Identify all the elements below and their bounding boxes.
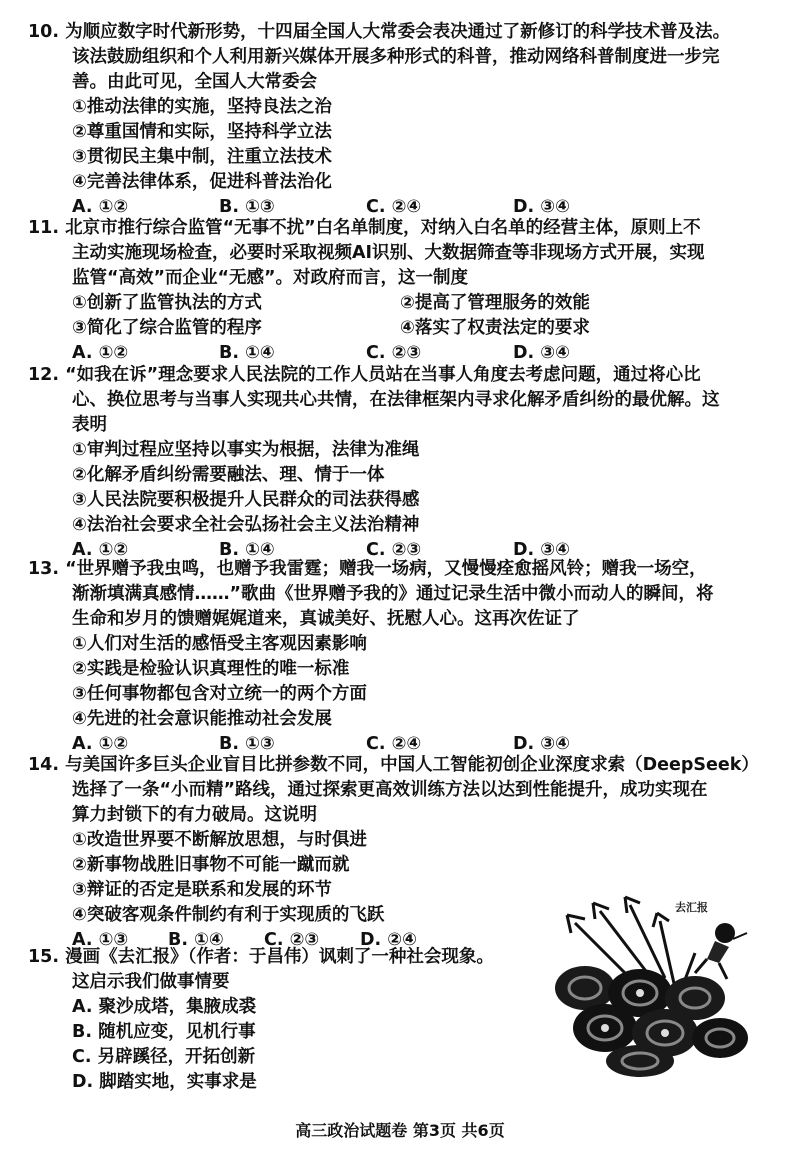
choice-c: C. ②④ [366, 734, 422, 754]
choice-c: C. ②③ [366, 540, 422, 560]
cartoon-caption: 去汇报 [675, 901, 708, 914]
choice-b: B. ①④ [219, 540, 275, 560]
statement: ③简化了综合监管的程序 [72, 318, 262, 338]
statement: ①人们对生活的感悟受主客观因素影响 [72, 634, 367, 654]
stem-line: 心、换位思考与当事人实现共心共情，在法律框架内寻求化解矛盾纠纷的最优解。这 [72, 390, 720, 410]
stem-line: 渐渐填满真感情……”歌曲《世界赠予我的》通过记录生活中微小而动人的瞬间，将 [72, 584, 714, 604]
choice-d: D. ③④ [513, 343, 570, 363]
choice-b: B. ①④ [219, 343, 275, 363]
question-13 [28, 557, 768, 757]
target-pile [555, 966, 748, 1077]
choice-d: D. 脚踏实地，实事求是 [72, 1072, 257, 1092]
question-12 [28, 363, 768, 563]
question-stem [28, 20, 768, 45]
question-stem [28, 216, 768, 241]
statement: ①审判过程应坚持以事实为根据，法律为准绳 [72, 440, 420, 460]
choice-a: A. ①② [72, 540, 129, 560]
stem-line: “如我在诉”理念要求人民法院的工作人员站在当事人角度去考虑问题，通过将心比 [65, 365, 701, 385]
statement: ①推动法律的实施，坚持良法之治 [72, 97, 332, 117]
question-10 [28, 20, 768, 220]
statement: ②新事物战胜旧事物不可能一蹴而就 [72, 855, 350, 875]
question-number: 13. [28, 559, 60, 579]
statement: ④突破客观条件制约有利于实现质的飞跃 [72, 905, 385, 925]
stem-line: 这启示我们做事情要 [72, 972, 230, 992]
statement: ①创新了监管执法的方式 [72, 293, 262, 313]
stem-line: 表明 [72, 415, 107, 435]
question-stem [28, 363, 768, 388]
question-stem [28, 945, 538, 970]
stem-line: 漫画《去汇报》（作者：于昌伟）讽刺了一种社会现象。 [65, 947, 494, 967]
statement: ④完善法律体系，促进科普法治化 [72, 172, 332, 192]
statement: ②尊重国情和实际，坚持科学立法 [72, 122, 332, 142]
statement: ③任何事物都包含对立统一的两个方面 [72, 684, 367, 704]
choice-c: C. ②③ [366, 343, 422, 363]
running-figure [695, 923, 747, 979]
choice-a: A. ①③ [72, 930, 129, 950]
choice-a: A. ①② [72, 343, 129, 363]
statement: ①改造世界要不断解放思想，与时俱进 [72, 830, 367, 850]
question-number: 11. [28, 218, 60, 238]
stem-line: 与美国许多巨头企业盲目比拼参数不同，中国人工智能初创企业深度求索（DeepSeek） [65, 755, 759, 775]
statement: ④法治社会要求全社会弘扬社会主义法治精神 [72, 515, 420, 535]
stem-line: “世界赠予我虫鸣，也赠予我雷霆；赠我一场病，又慢慢痊愈摇风铃；赠我一场空， [65, 559, 707, 579]
stem-line: 选择了一条“小而精”路线，通过探索更高效训练方法以达到性能提升，成功实现在 [72, 780, 708, 800]
question-stem [28, 557, 768, 582]
choice-d: D. ③④ [513, 197, 570, 217]
stem-line: 监管“高效”而企业“无感”。对政府而言，这一制度 [72, 268, 469, 288]
choice-d: D. ③④ [513, 734, 570, 754]
question-15 [28, 945, 538, 1095]
stem-line: 为顺应数字时代新形势，十四届全国人大常委会表决通过了新修订的科学技术普及法。 [65, 22, 731, 42]
question-11 [28, 216, 768, 366]
choice-a: A. ①② [72, 734, 129, 754]
choice-d: D. ②④ [360, 930, 417, 950]
page-footer: 高三政治试题卷 第3页 共6页 [295, 1121, 505, 1140]
stem-line: 算力封锁下的有力破局。这说明 [72, 805, 317, 825]
choice-b: B. ①④ [168, 930, 224, 950]
statement-row [28, 291, 768, 316]
statement: ②实践是检验认识真理性的唯一标准 [72, 659, 350, 679]
choice-c: C. ②④ [366, 197, 422, 217]
stem-line: 北京市推行综合监管“无事不扰”白名单制度，对纳入白名单的经营主体，原则上不 [65, 218, 701, 238]
choice-b: B. ①③ [219, 197, 275, 217]
choice-a: A. ①② [72, 197, 129, 217]
statement: ③贯彻民主集中制，注重立法技术 [72, 147, 332, 167]
statement: ③辩证的否定是联系和发展的环节 [72, 880, 332, 900]
stem-line: 主动实施现场检查，必要时采取视频AI识别、大数据筛查等非现场方式开展，实现 [72, 243, 705, 263]
statement: ④先进的社会意识能推动社会发展 [72, 709, 332, 729]
statement: ④落实了权责法定的要求 [400, 318, 590, 338]
cartoon-drawing [545, 893, 770, 1078]
question-number: 14. [28, 755, 60, 775]
stem-line: 生命和岁月的馈赠娓娓道来，真诚美好、抚慰人心。这再次佐证了 [72, 609, 580, 629]
question-stem [28, 753, 768, 778]
statement: ②化解矛盾纠纷需要融法、理、情于一体 [72, 465, 385, 485]
cartoon-illustration [545, 893, 770, 1078]
choice-b: B. ①③ [219, 734, 275, 754]
question-number: 15. [28, 947, 60, 967]
choice-d: D. ③④ [513, 540, 570, 560]
choice-c: C. 另辟蹊径，开拓创新 [72, 1047, 256, 1067]
statement: ②提高了管理服务的效能 [400, 293, 590, 313]
choice-c: C. ②③ [264, 930, 320, 950]
choice-a: A. 聚沙成塔，集腋成裘 [72, 997, 257, 1017]
statement: ③人民法院要积极提升人民群众的司法获得感 [72, 490, 420, 510]
question-number: 10. [28, 22, 60, 42]
statement-row [28, 316, 768, 341]
choice-b: B. 随机应变，见机行事 [72, 1022, 256, 1042]
stem-line: 该法鼓励组织和个人利用新兴媒体开展多种形式的科普，推动网络科普制度进一步完 [72, 47, 720, 67]
question-number: 12. [28, 365, 60, 385]
stem-line: 善。由此可见，全国人大常委会 [72, 72, 317, 92]
